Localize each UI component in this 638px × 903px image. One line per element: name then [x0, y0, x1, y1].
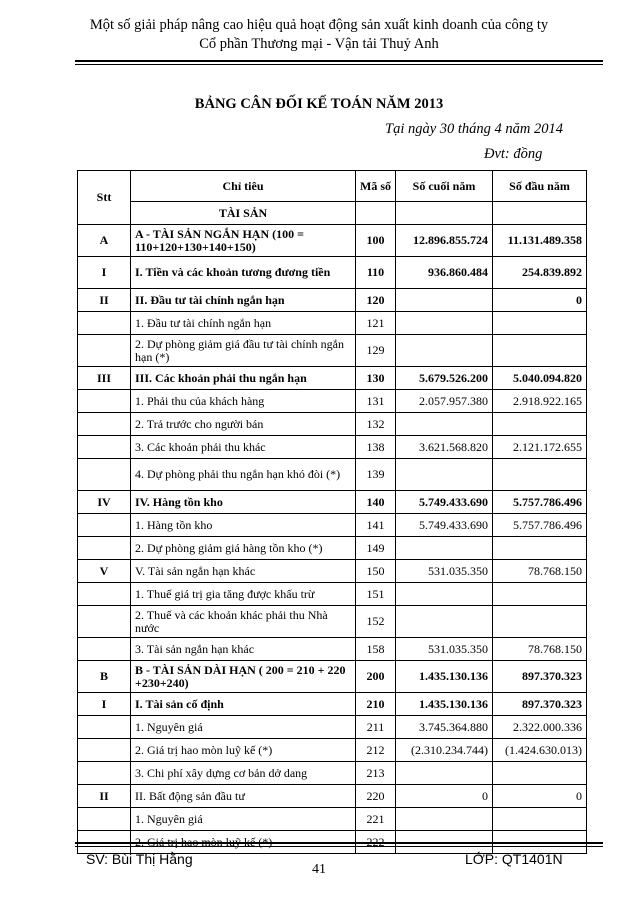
row-start-value: 78.768.150: [493, 560, 587, 583]
row-label: 3. Chi phí xây dựng cơ bản dở dang: [131, 762, 356, 785]
row-stt: [78, 583, 131, 606]
row-start-value: 5.757.786.496: [493, 514, 587, 537]
footer-class: LỚP: QT1401N: [465, 851, 563, 867]
row-code: 210: [356, 693, 396, 716]
row-end-value: [396, 762, 493, 785]
row-stt: [78, 312, 131, 335]
table-row: [78, 560, 587, 583]
row-stt: A: [78, 225, 131, 257]
footer-rule: [75, 842, 603, 844]
table-body: [78, 225, 587, 854]
row-stt: II: [78, 289, 131, 312]
table-row: [78, 661, 587, 693]
row-start-value: [493, 312, 587, 335]
row-start-value: [493, 459, 587, 491]
row-stt: [78, 413, 131, 436]
row-stt: [78, 716, 131, 739]
row-label: 1. Đầu tư tài chính ngắn hạn: [131, 312, 356, 335]
row-label: II. Đầu tư tài chính ngắn hạn: [131, 289, 356, 312]
row-start-value: 11.131.489.358: [493, 225, 587, 257]
row-stt: [78, 514, 131, 537]
row-end-value: [396, 289, 493, 312]
row-label: 2. Dự phòng giảm giá đầu tư tài chính ngắn hạn (*): [131, 335, 356, 367]
row-end-value: 0: [396, 785, 493, 808]
table-row: [78, 436, 587, 459]
row-label: 2. Giá trị hao mòn luỹ kế (*): [131, 831, 356, 854]
row-start-value: [493, 537, 587, 560]
header-dau-nam: Số đầu năm: [493, 171, 587, 202]
row-label: V. Tài sản ngắn hạn khác: [131, 560, 356, 583]
row-stt: [78, 762, 131, 785]
row-stt: [78, 436, 131, 459]
row-start-value: [493, 583, 587, 606]
table-row: [78, 491, 587, 514]
row-code: 120: [356, 289, 396, 312]
table-row: [78, 693, 587, 716]
row-code: 200: [356, 661, 396, 693]
row-label: 1. Hàng tồn kho: [131, 514, 356, 537]
row-label: 2. Giá trị hao mòn luỹ kế (*): [131, 739, 356, 762]
row-start-value: 2.121.172.655: [493, 436, 587, 459]
row-label: 2. Trả trước cho người bán: [131, 413, 356, 436]
row-stt: IV: [78, 491, 131, 514]
row-start-value: [493, 606, 587, 638]
row-end-value: 2.057.957.380: [396, 390, 493, 413]
row-start-value: 5.757.786.496: [493, 491, 587, 514]
row-start-value: [493, 335, 587, 367]
row-end-value: 531.035.350: [396, 638, 493, 661]
row-code: 149: [356, 537, 396, 560]
header-ma-so: Mã số: [356, 171, 396, 202]
row-label: IV. Hàng tồn kho: [131, 491, 356, 514]
row-stt: III: [78, 367, 131, 390]
row-code: 141: [356, 514, 396, 537]
row-start-value: 254.839.892: [493, 257, 587, 289]
row-end-value: 936.860.484: [396, 257, 493, 289]
row-stt: [78, 335, 131, 367]
row-label: 3. Tài sản ngắn hạn khác: [131, 638, 356, 661]
header-line-2: Cổ phần Thương mại - Vận tải Thuỷ Anh: [199, 36, 439, 52]
row-start-value: (1.424.630.013): [493, 739, 587, 762]
section-label: TÀI SẢN: [131, 202, 356, 225]
header-rule-thin: [75, 64, 603, 65]
row-start-value: 0: [493, 289, 587, 312]
cell: [493, 202, 587, 225]
row-start-value: 897.370.323: [493, 661, 587, 693]
row-label: 1. Nguyên giá: [131, 716, 356, 739]
row-end-value: (2.310.234.744): [396, 739, 493, 762]
row-label: 3. Các khoản phải thu khác: [131, 436, 356, 459]
row-end-value: [396, 413, 493, 436]
row-stt: II: [78, 785, 131, 808]
header-rule: [75, 60, 603, 62]
header-line-1: Một số giải pháp nâng cao hiệu quả hoạt động sản xuất kinh doanh của công ty: [89, 17, 549, 33]
row-label: 1. Thuế giá trị gia tăng được khấu trừ: [131, 583, 356, 606]
row-end-value: [396, 335, 493, 367]
row-label: B - TÀI SẢN DÀI HẠN ( 200 = 210 + 220 +230+240): [131, 661, 356, 693]
table-row: [78, 390, 587, 413]
row-end-value: 3.621.568.820: [396, 436, 493, 459]
row-end-value: [396, 606, 493, 638]
row-end-value: [396, 583, 493, 606]
table-row: [78, 459, 587, 491]
row-stt: [78, 638, 131, 661]
row-stt: I: [78, 693, 131, 716]
row-label: 4. Dự phòng phải thu ngắn hạn khó đòi (*): [131, 459, 356, 491]
row-label: 2. Thuế và các khoản khác phải thu Nhà nước: [131, 606, 356, 638]
page-number: 41: [312, 862, 326, 877]
row-end-value: 5.749.433.690: [396, 514, 493, 537]
table-row: [78, 808, 587, 831]
row-code: 213: [356, 762, 396, 785]
row-label: II. Bất động sản đầu tư: [131, 785, 356, 808]
row-code: 138: [356, 436, 396, 459]
row-code: 152: [356, 606, 396, 638]
row-code: 220: [356, 785, 396, 808]
row-label: 2. Dự phòng giảm giá hàng tồn kho (*): [131, 537, 356, 560]
row-stt: V: [78, 560, 131, 583]
currency-unit: Đvt: đồng: [484, 146, 543, 162]
row-end-value: [396, 537, 493, 560]
table-row: [78, 335, 587, 367]
row-stt: [78, 537, 131, 560]
row-code: 121: [356, 312, 396, 335]
row-label: 1. Phải thu của khách hàng: [131, 390, 356, 413]
header-cuoi-nam: Số cuối năm: [396, 171, 493, 202]
header-chi-tieu: Chỉ tiêu: [131, 171, 356, 202]
row-stt: I: [78, 257, 131, 289]
row-start-value: [493, 762, 587, 785]
row-code: 140: [356, 491, 396, 514]
row-end-value: [396, 459, 493, 491]
row-label: A - TÀI SẢN NGẮN HẠN (100 = 110+120+130+140+150): [131, 225, 356, 257]
row-end-value: 1.435.130.136: [396, 693, 493, 716]
row-label: 1. Nguyên giá: [131, 808, 356, 831]
row-end-value: 531.035.350: [396, 560, 493, 583]
table-row: [78, 413, 587, 436]
row-stt: [78, 808, 131, 831]
row-code: 211: [356, 716, 396, 739]
row-start-value: 0: [493, 785, 587, 808]
table-row: [78, 312, 587, 335]
table-row: [78, 716, 587, 739]
row-start-value: 2.322.000.336: [493, 716, 587, 739]
row-code: 129: [356, 335, 396, 367]
row-code: 158: [356, 638, 396, 661]
row-stt: B: [78, 661, 131, 693]
row-code: 110: [356, 257, 396, 289]
table-row: [78, 514, 587, 537]
table-row: [78, 537, 587, 560]
table-row: [78, 583, 587, 606]
running-header: [0, 16, 638, 54]
table-row: [78, 606, 587, 638]
row-end-value: [396, 808, 493, 831]
row-code: 151: [356, 583, 396, 606]
row-stt: [78, 739, 131, 762]
row-stt: [78, 459, 131, 491]
row-code: 212: [356, 739, 396, 762]
row-start-value: 2.918.922.165: [493, 390, 587, 413]
row-code: 221: [356, 808, 396, 831]
row-stt: [78, 606, 131, 638]
row-code: 139: [356, 459, 396, 491]
table-row: [78, 785, 587, 808]
row-label: I. Tài sản cố định: [131, 693, 356, 716]
balance-sheet-table: [77, 170, 587, 854]
footer-student: SV: Bùi Thị Hằng: [86, 851, 193, 867]
row-end-value: 3.745.364.880: [396, 716, 493, 739]
row-code: 100: [356, 225, 396, 257]
row-stt: [78, 390, 131, 413]
row-end-value: 1.435.130.136: [396, 661, 493, 693]
row-end-value: 5.679.526.200: [396, 367, 493, 390]
row-code: 222: [356, 831, 396, 854]
cell: [356, 202, 396, 225]
row-start-value: [493, 413, 587, 436]
row-start-value: 897.370.323: [493, 693, 587, 716]
row-code: 131: [356, 390, 396, 413]
table-row: [78, 289, 587, 312]
row-label: III. Các khoản phải thu ngắn hạn: [131, 367, 356, 390]
header-stt: Stt: [78, 171, 131, 225]
row-end-value: 5.749.433.690: [396, 491, 493, 514]
table-row: [78, 762, 587, 785]
document-title: BẢNG CÂN ĐỐI KẾ TOÁN NĂM 2013: [194, 96, 444, 112]
table-row: [78, 739, 587, 762]
row-code: 150: [356, 560, 396, 583]
report-date: Tại ngày 30 tháng 4 năm 2014: [385, 121, 564, 137]
row-start-value: 5.040.094.820: [493, 367, 587, 390]
row-code: 130: [356, 367, 396, 390]
row-code: 132: [356, 413, 396, 436]
table-row: [78, 638, 587, 661]
footer-rule-thin: [75, 846, 603, 847]
table-row: [78, 257, 587, 289]
table-row: [78, 367, 587, 390]
table-row: [78, 225, 587, 257]
cell: [396, 202, 493, 225]
row-end-value: [396, 312, 493, 335]
row-label: I. Tiền và các khoản tương đương tiền: [131, 257, 356, 289]
row-start-value: 78.768.150: [493, 638, 587, 661]
row-end-value: 12.896.855.724: [396, 225, 493, 257]
row-start-value: [493, 808, 587, 831]
